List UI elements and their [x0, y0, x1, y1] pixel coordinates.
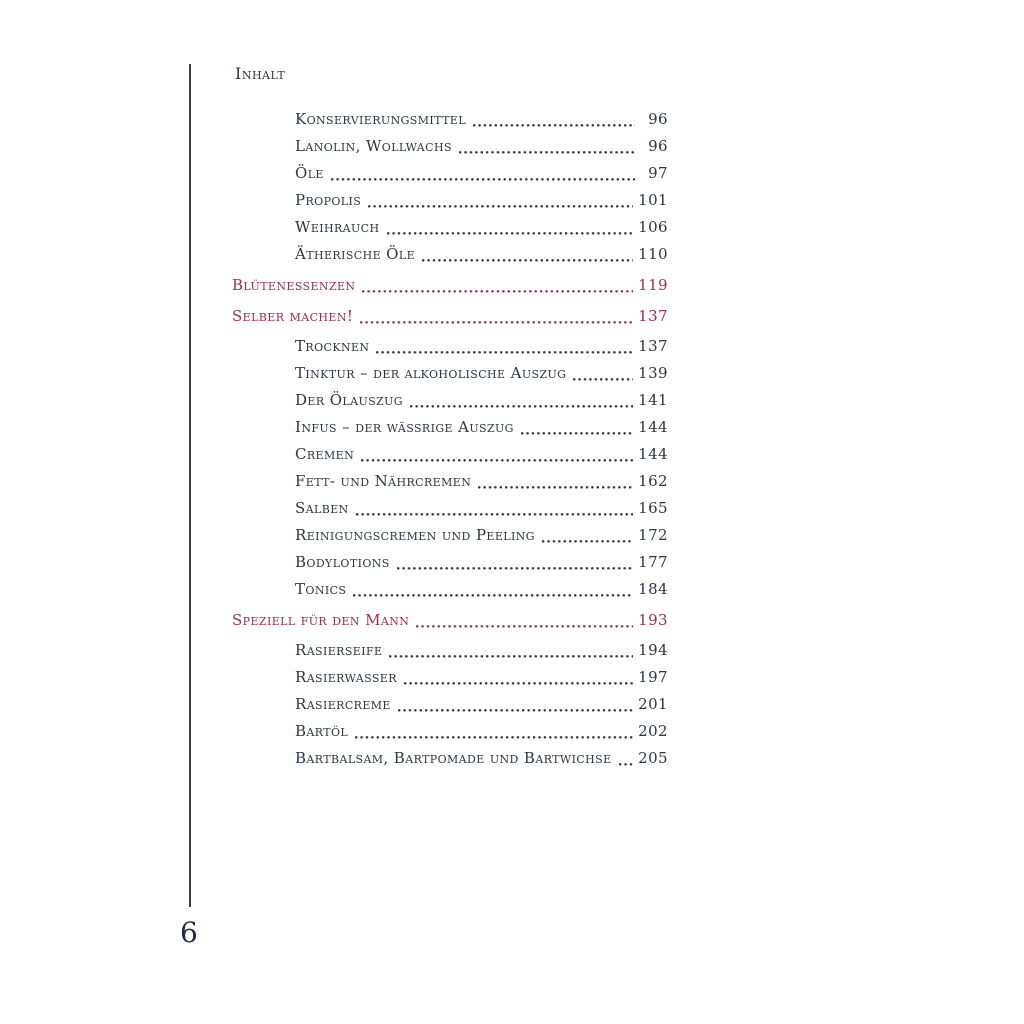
toc-entry [232, 272, 668, 299]
toc-leader-dots [619, 763, 634, 766]
toc-leader-dots [376, 351, 633, 354]
toc-leader-dots [422, 259, 633, 262]
toc-leader-dots [355, 736, 633, 739]
toc-entry-label: Infus – der wässrige Auszug [295, 418, 514, 436]
toc-entry-label: Konservierungsmittel [295, 110, 466, 128]
toc-entry-page: 101 [638, 191, 668, 209]
toc-entry-page: 193 [638, 611, 668, 629]
toc-entry-label: Der Ölauszug [295, 391, 403, 409]
toc-entry-label: Rasierseife [295, 641, 383, 659]
toc-leader-dots [573, 378, 633, 381]
toc-leader-dots [459, 151, 635, 154]
toc-entry-page: 106 [638, 218, 668, 236]
toc-entry-label: Bodylotions [295, 553, 390, 571]
toc-entry-label: Bartöl [295, 722, 349, 740]
toc-leader-dots [416, 625, 633, 628]
toc-entry [232, 718, 668, 745]
toc-entry-page: 137 [638, 337, 668, 355]
toc-leader-dots [361, 459, 633, 462]
toc-entry-page: 137 [638, 307, 668, 325]
toc-entry-page: 97 [648, 164, 668, 182]
toc-entry [232, 441, 668, 468]
toc-entry [232, 160, 668, 187]
toc-entry-label: Lanolin, Wollwachs [295, 137, 452, 155]
toc-entry-page: 177 [638, 553, 668, 571]
toc-entry [232, 241, 668, 268]
toc-entry-label: Speziell für den Mann [232, 611, 410, 629]
toc-entry-page: 139 [638, 364, 668, 382]
toc-leader-dots [410, 405, 633, 408]
toc-entry-page: 205 [638, 749, 668, 767]
toc-leader-dots [542, 540, 633, 543]
toc-entry-label: Öle [295, 164, 324, 182]
folio-page-number: 6 [180, 916, 198, 949]
toc-entry-page: 194 [638, 641, 668, 659]
toc-entry-page: 184 [638, 580, 668, 598]
toc-entry [232, 522, 668, 549]
toc-entry [232, 468, 668, 495]
toc-entry-page: 201 [638, 695, 668, 713]
toc-entry [232, 214, 668, 241]
toc-leader-dots [389, 655, 633, 658]
toc-entry [232, 664, 668, 691]
toc-entry [232, 387, 668, 414]
toc-entry [232, 495, 668, 522]
toc-entry [232, 303, 668, 330]
toc-entry-label: Selber machen! [232, 307, 354, 325]
toc-leader-dots [387, 232, 634, 235]
toc-entry-label: Propolis [295, 191, 362, 209]
toc-leader-dots [331, 178, 635, 181]
toc-entry-page: 141 [638, 391, 668, 409]
toc-entry-page: 197 [638, 668, 668, 686]
toc-entry-page: 162 [638, 472, 668, 490]
toc-leader-dots [356, 513, 633, 516]
toc-leader-dots [360, 321, 633, 324]
toc-entry [232, 106, 668, 133]
toc-entry-label: Cremen [295, 445, 355, 463]
toc-entry [232, 333, 668, 360]
toc-leader-dots [478, 486, 633, 489]
toc-entry-label: Reinigungscremen und Peeling [295, 526, 535, 544]
toc-entry-label: Weihrauch [295, 218, 380, 236]
toc-entry-label: Rasiercreme [295, 695, 391, 713]
toc-entry-page: 110 [638, 245, 668, 263]
toc-entry-label: Bartbalsam, Bartpomade und Bartwichse [295, 749, 612, 767]
toc-entry-label: Trocknen [295, 337, 370, 355]
toc-entry-label: Tonics [295, 580, 347, 598]
toc-leader-dots [353, 594, 633, 597]
margin-rule-line [189, 64, 191, 907]
toc-leader-dots [397, 567, 633, 570]
toc-entry-label: Rasierwasser [295, 668, 397, 686]
toc-entry-page: 96 [648, 110, 668, 128]
toc-leader-dots [368, 205, 633, 208]
toc-entry-page: 96 [648, 137, 668, 155]
toc-entry [232, 414, 668, 441]
toc-entry [232, 133, 668, 160]
toc-entry [232, 187, 668, 214]
toc-entry-page: 119 [638, 276, 668, 294]
toc-entry-label: Ätherische Öle [295, 245, 415, 263]
toc-entry-page: 165 [638, 499, 668, 517]
toc-entry [232, 745, 668, 772]
toc-entry-page: 144 [638, 445, 668, 463]
toc-entry-label: Fett- und Nährcremen [295, 472, 472, 490]
table-of-contents [232, 106, 668, 772]
toc-entry-page: 144 [638, 418, 668, 436]
toc-leader-dots [404, 682, 633, 685]
toc-entry-page: 202 [638, 722, 668, 740]
toc-leader-dots [362, 290, 633, 293]
toc-leader-dots [398, 709, 633, 712]
toc-leader-dots [473, 124, 635, 127]
toc-entry [232, 607, 668, 634]
toc-entry-label: Tinktur – der alkoholische Auszug [295, 364, 567, 382]
page-title: Inhalt [235, 64, 286, 83]
toc-entry-label: Blütenessenzen [232, 276, 356, 294]
toc-entry [232, 691, 668, 718]
toc-entry [232, 637, 668, 664]
toc-entry [232, 576, 668, 603]
toc-entry [232, 360, 668, 387]
toc-entry-label: Salben [295, 499, 349, 517]
toc-leader-dots [521, 432, 633, 435]
toc-entry [232, 549, 668, 576]
toc-entry-page: 172 [638, 526, 668, 544]
